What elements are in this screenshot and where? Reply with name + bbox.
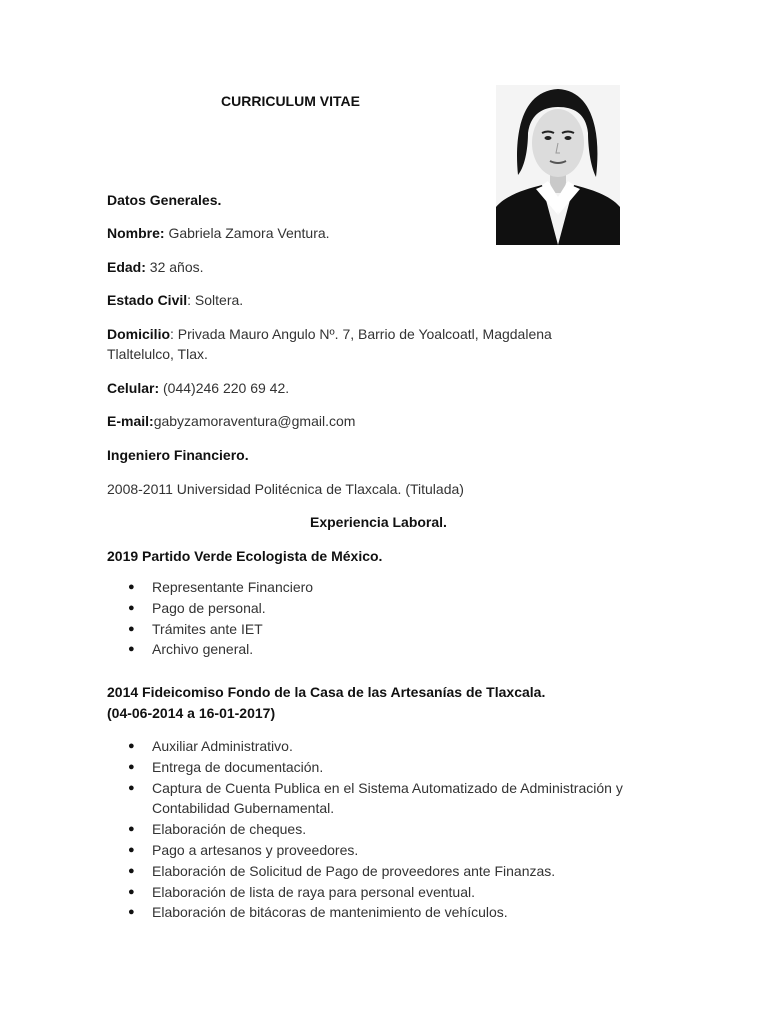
list-item: ● Elaboración de cheques. — [128, 819, 623, 840]
list-item-continuation: Contabilidad Gubernamental. — [152, 800, 335, 817]
domicilio-value: : Privada Mauro Angulo Nº. 7, Barrio de Yoalcoatl, Magdalena — [170, 326, 552, 342]
profile-photo — [496, 85, 620, 245]
job2-dates: (04-06-2014 a 16-01-2017) — [107, 705, 276, 721]
job2-list — [128, 736, 623, 923]
job2-title: 2014 Fideicomiso Fondo de la Casa de las Artesanías de Tlaxcala. — [107, 684, 546, 700]
edad-row — [107, 257, 204, 277]
domicilio-label: Domicilio — [107, 326, 171, 342]
edad-value: 32 años. — [145, 259, 204, 275]
list-item: ● Auxiliar Administrativo. — [128, 736, 623, 757]
list-item: ● Elaboración de Solicitud de Pago de proveedores ante Finanzas. — [128, 861, 623, 882]
datos-generales-heading: Datos Generales. — [107, 192, 222, 208]
list-item: ● Entrega de documentación. — [128, 757, 623, 778]
email-label: E-mail: — [107, 413, 154, 429]
list-item: ● Pago de personal. — [128, 598, 313, 619]
nombre-row — [107, 223, 330, 243]
nombre-value: Gabriela Zamora Ventura. — [164, 225, 330, 241]
job1-title: 2019 Partido Verde Ecologista de México. — [107, 548, 383, 564]
email-value: gabyzamoraventura@gmail.com — [153, 413, 356, 429]
domicilio-value-line2: Tlaltelulco, Tlax. — [107, 346, 208, 362]
document-title: CURRICULUM VITAE — [221, 93, 360, 109]
domicilio-row — [107, 324, 552, 344]
list-item: ● Elaboración de lista de raya para personal eventual. — [128, 882, 623, 903]
experience-heading: Experiencia Laboral. — [310, 514, 447, 530]
estado-civil-value: : Soltera. — [187, 292, 244, 308]
nombre-label: Nombre: — [107, 225, 165, 241]
edad-label: Edad: — [107, 259, 146, 275]
email-row — [107, 411, 355, 431]
list-item: ● Trámites ante IET — [128, 619, 313, 640]
celular-value: (044)246 220 69 42. — [159, 380, 290, 396]
list-item: ● Elaboración de bitácoras de mantenimiento de vehículos. — [128, 902, 623, 923]
list-item: ● Archivo general. — [128, 639, 313, 660]
list-item: ● Representante Financiero — [128, 577, 313, 598]
celular-label: Celular: — [107, 380, 160, 396]
celular-row — [107, 378, 289, 398]
list-item: ● Captura de Cuenta Publica en el Sistema Automatizado de Administración y — [128, 778, 623, 799]
education-detail: 2008-2011 Universidad Politécnica de Tlaxcala. (Titulada) — [107, 481, 464, 497]
list-item: ● Pago a artesanos y proveedores. — [128, 840, 623, 861]
job1-list — [128, 577, 313, 660]
education-title: Ingeniero Financiero. — [107, 447, 249, 463]
estado-civil-row — [107, 290, 243, 310]
estado-civil-label: Estado Civil — [107, 292, 188, 308]
